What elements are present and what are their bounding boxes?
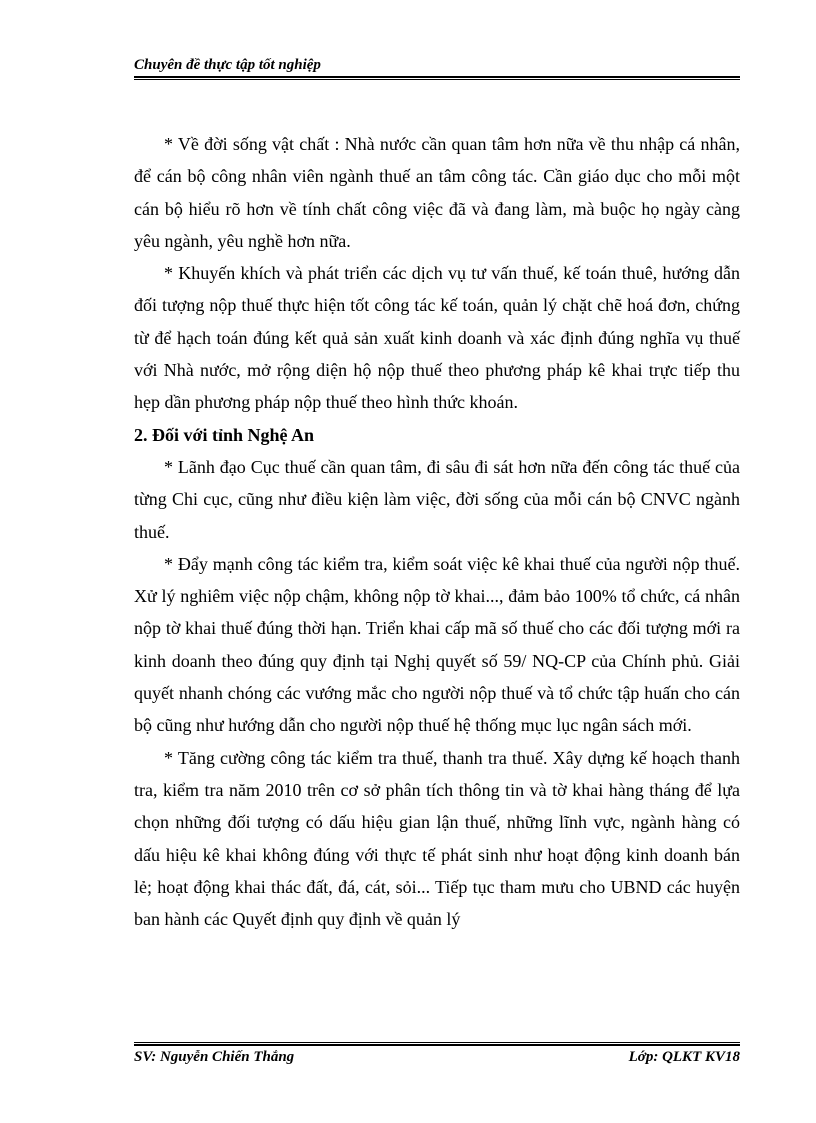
paragraph-declaration-control: * Đẩy mạnh công tác kiểm tra, kiểm soát việc kê khai thuế của người nộp thuế. Xử lý nghiêm việc nộp chậm, không nộp tờ khai..., đảm bảo 100% tổ chức, cá nhân nộp tờ khai thuế đúng thời hạn. Triển khai cấp mã số thuế cho các đối tượng mới ra kinh doanh theo đúng quy định tại Nghị quyết số 59/ NQ-CP của Chính phủ. Giải quyết nhanh chóng các vướng mắc cho người nộp thuế và tổ chức tập huấn cho cán bộ cũng như hướng dẫn cho người nộp thuế hệ thống mục lục ngân sách mới. (134, 553, 740, 736)
paragraph-tax-leadership: * Lãnh đạo Cục thuế cần quan tâm, đi sâu đi sát hơn nữa đến công tác thuế của từng Chi cục, cũng như điều kiện làm việc, đời sống của mỗi cán bộ CNVC ngành thuế. (134, 456, 740, 542)
footer-student-name: SV: Nguyễn Chiến Thắng (134, 1049, 295, 1065)
document-body (134, 128, 740, 935)
section-heading-nghe-an: 2. Đối với tỉnh Nghệ An (134, 424, 314, 445)
footer-divider (134, 1042, 740, 1046)
paragraph-material-life: * Về đời sống vật chất : Nhà nước cần quan tâm hơn nữa về thu nhập cá nhân, để cán bộ công nhân viên ngành thuế an tâm công tác. Cần giáo dục cho mỗi một cán bộ hiểu rõ hơn về tính chất công việc đã và đang làm, mà buộc họ ngày càng yêu ngành, yêu nghề hơn nữa. (134, 134, 740, 251)
header-divider (134, 76, 740, 80)
footer-class-label: Lớp: QLKT KV18 (628, 1049, 740, 1065)
paragraph-tax-inspection: * Tăng cường công tác kiểm tra thuế, thanh tra thuế. Xây dựng kế hoạch thanh tra, kiểm tra năm 2010 trên cơ sở phân tích thông tin và tờ khai hàng tháng để lựa chọn những đối tượng có dấu hiệu gian lận thuế, những lĩnh vực, ngành hàng có dấu hiệu kê khai không đúng với thực tế phát sinh như hoạt động kinh doanh bán lẻ; hoạt động khai thác đất, đá, cát, sỏi... Tiếp tục tham mưu cho UBND các huyện ban hành các Quyết định quy định về quản lý (134, 747, 740, 930)
paragraph-tax-services: * Khuyến khích và phát triển các dịch vụ tư vấn thuế, kế toán thuê, hướng dẫn đối tượng nộp thuế thực hiện tốt công tác kế toán, quản lý chặt chẽ hoá đơn, chứng từ để hạch toán đúng kết quả sản xuất kinh doanh và xác định đúng nghĩa vụ thuế với Nhà nước, mở rộng diện hộ nộp thuế theo phương pháp kê khai trực tiếp thu hẹp dần phương pháp nộp thuế theo hình thức khoán. (134, 263, 740, 413)
page-header-title: Chuyên đề thực tập tốt nghiệp (134, 57, 321, 73)
